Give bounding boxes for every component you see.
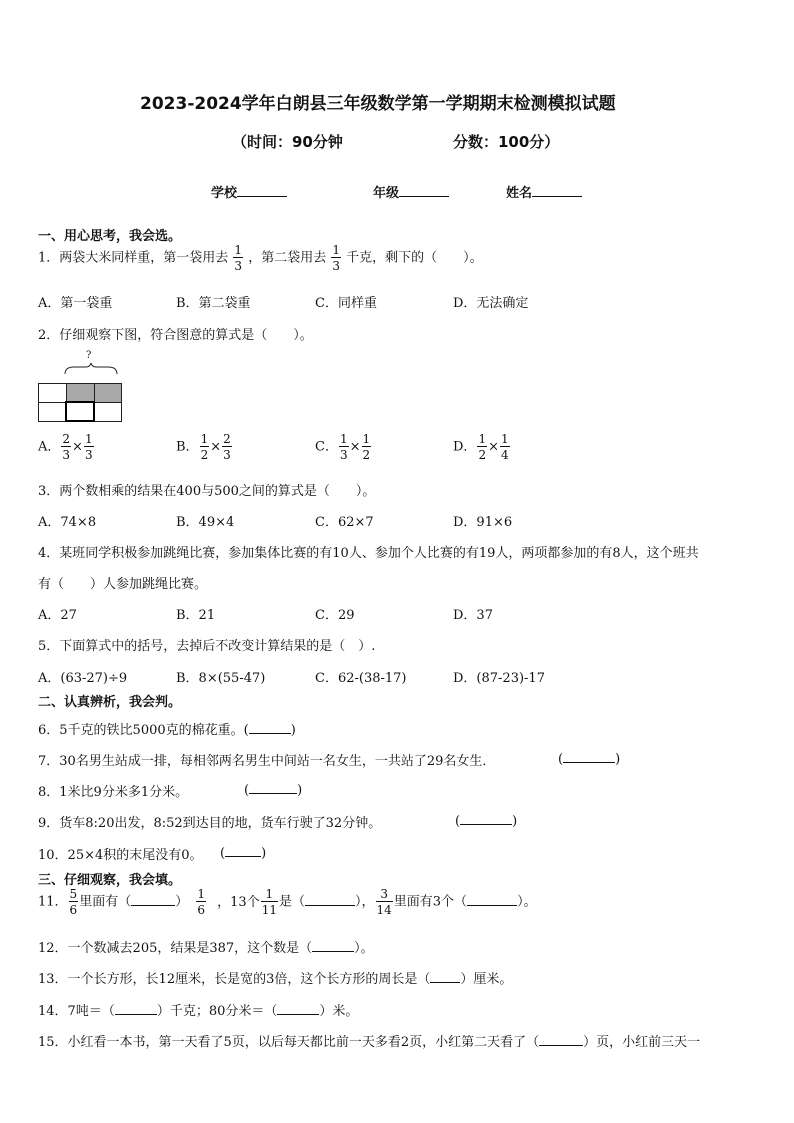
question-13: 13．一个长方形，长12厘米，长是宽的3倍，这个长方形的周长是（ ）厘米。	[38, 972, 513, 987]
question-14: 14．7吨＝（ ）千克；80分米＝（ ）米。	[38, 1004, 359, 1019]
name-field	[506, 182, 582, 201]
fraction: $\frac{1}{3}$	[332, 243, 340, 273]
answer-7: ( )	[558, 752, 621, 767]
answer-blank[interactable]	[249, 721, 291, 734]
name-blank[interactable]	[532, 184, 582, 197]
option[interactable]: D．无法确定	[453, 296, 529, 311]
answer-blank[interactable]	[115, 1002, 157, 1015]
question-mark-label: ?	[86, 350, 92, 361]
question-10: 10．25×4积的末尾没有0。	[38, 848, 203, 863]
answer-blank[interactable]	[467, 893, 517, 906]
answer-blank[interactable]	[539, 1033, 583, 1046]
grade-label: 年级	[373, 186, 400, 201]
answer-blank[interactable]	[249, 781, 297, 794]
school-field	[211, 182, 287, 201]
option[interactable]: A．74×8	[38, 515, 97, 530]
fraction: $\frac{1}{3}$	[234, 243, 243, 273]
option[interactable]: A．27	[38, 608, 77, 623]
answer-blank[interactable]	[312, 939, 354, 952]
fraction-diagram	[38, 383, 122, 422]
question-6: 6．5千克的铁比5000克的棉花重。( )	[38, 723, 296, 738]
question-4-line-1: 4．某班同学积极参加跳绳比赛，参加集体比赛的有10人、参加个人比赛的有19人，两项都参加的有8人，这个班共	[38, 546, 699, 561]
section-2-heading: 二、认真辨析，我会判。	[38, 695, 182, 710]
option[interactable]: B．49×4	[176, 515, 235, 530]
answer-blank[interactable]	[563, 750, 615, 763]
option[interactable]: C．62×7	[315, 515, 374, 530]
page-title: 2023-2024学年白朗县三年级数学第一学期期末检测模拟试题	[140, 94, 616, 114]
q1-text-c: 千克，剩下的（ ）。	[346, 250, 483, 266]
section-1-heading: 一、用心思考，我会选。	[38, 229, 182, 244]
exam-time: （时间：90分钟	[232, 133, 343, 151]
answer-blank[interactable]	[460, 812, 512, 825]
answer-blank[interactable]	[225, 844, 261, 857]
option[interactable]: C．29	[315, 608, 355, 623]
question-2: 2．仔细观察下图，符合图意的算式是（ ）。	[38, 328, 313, 343]
grade-blank[interactable]	[399, 184, 449, 197]
answer-10: ( )	[220, 846, 267, 861]
question-1	[38, 244, 483, 272]
question-12: 12．一个数减去205，结果是387，这个数是（ ）。	[38, 941, 374, 956]
question-9: 9．货车8:20出发，8:52到达目的地，货车行驶了32分钟。	[38, 816, 382, 831]
option-b[interactable]: B． $\frac{1}{2}$ × $\frac{2}{3}$	[176, 432, 231, 462]
option[interactable]: A．(63-27)÷9	[38, 671, 128, 686]
question-4-line-2: 有（ ）人参加跳绳比赛。	[38, 577, 208, 592]
answer-8: ( )	[244, 783, 303, 798]
q1-text-b: ，第二袋用去	[248, 250, 327, 266]
option[interactable]: D．37	[453, 608, 493, 623]
exam-score: 分数：100分）	[453, 133, 560, 151]
option-a[interactable]: A． $\frac{2}{3}$ × $\frac{1}{3}$	[38, 432, 93, 462]
question-3: 3．两个数相乘的结果在400与500之间的算式是（ ）。	[38, 484, 376, 499]
option[interactable]: C．62-(38-17)	[315, 671, 407, 686]
grade-field	[373, 182, 449, 201]
school-label: 学校	[211, 186, 238, 201]
question-5: 5．下面算式中的括号，去掉后不改变计算结果的是（ ）.	[38, 639, 376, 654]
q1-text-a: 1．两袋大米同样重，第一袋用去	[38, 250, 229, 266]
section-3-heading: 三、仔细观察，我会填。	[38, 873, 182, 888]
school-blank[interactable]	[237, 184, 287, 197]
option[interactable]: A．第一袋重	[38, 296, 113, 311]
answer-9: ( )	[455, 814, 518, 829]
option[interactable]: D．(87-23)-17	[453, 671, 545, 686]
question-15: 15．小红看一本书，第一天看了5页，以后每天都比前一天多看2页，小红第二天看了（ ）页，小红前三天一	[38, 1035, 701, 1050]
option-c[interactable]: C． $\frac{1}{3}$ × $\frac{1}{2}$	[315, 432, 371, 462]
option[interactable]: B．8×(55-47)	[176, 671, 266, 686]
option[interactable]: B．第二袋重	[176, 296, 251, 311]
answer-blank[interactable]	[430, 970, 460, 983]
option[interactable]: D．91×6	[453, 515, 513, 530]
answer-blank[interactable]	[131, 893, 175, 906]
question-7: 7．30名男生站成一排，每相邻两名男生中间站一名女生，一共站了29名女生．	[38, 754, 496, 769]
brace-icon	[62, 362, 124, 376]
question-8: 8．1米比9分米多1分米。	[38, 785, 189, 800]
name-label: 姓名	[506, 186, 533, 201]
option[interactable]: C．同样重	[315, 296, 377, 311]
question-11: 11． $\frac{5}{6}$ 里面有（ ） $\frac{1}{6}$ ，13个 $\frac{1}{11}$ 是（ ）， $\frac{3}{14}$ 里面有3个（ ）。	[38, 887, 537, 917]
answer-blank[interactable]	[277, 1002, 319, 1015]
answer-blank[interactable]	[305, 893, 355, 906]
option[interactable]: B．21	[176, 608, 216, 623]
option-d[interactable]: D． $\frac{1}{2}$ × $\frac{1}{4}$	[453, 432, 509, 462]
